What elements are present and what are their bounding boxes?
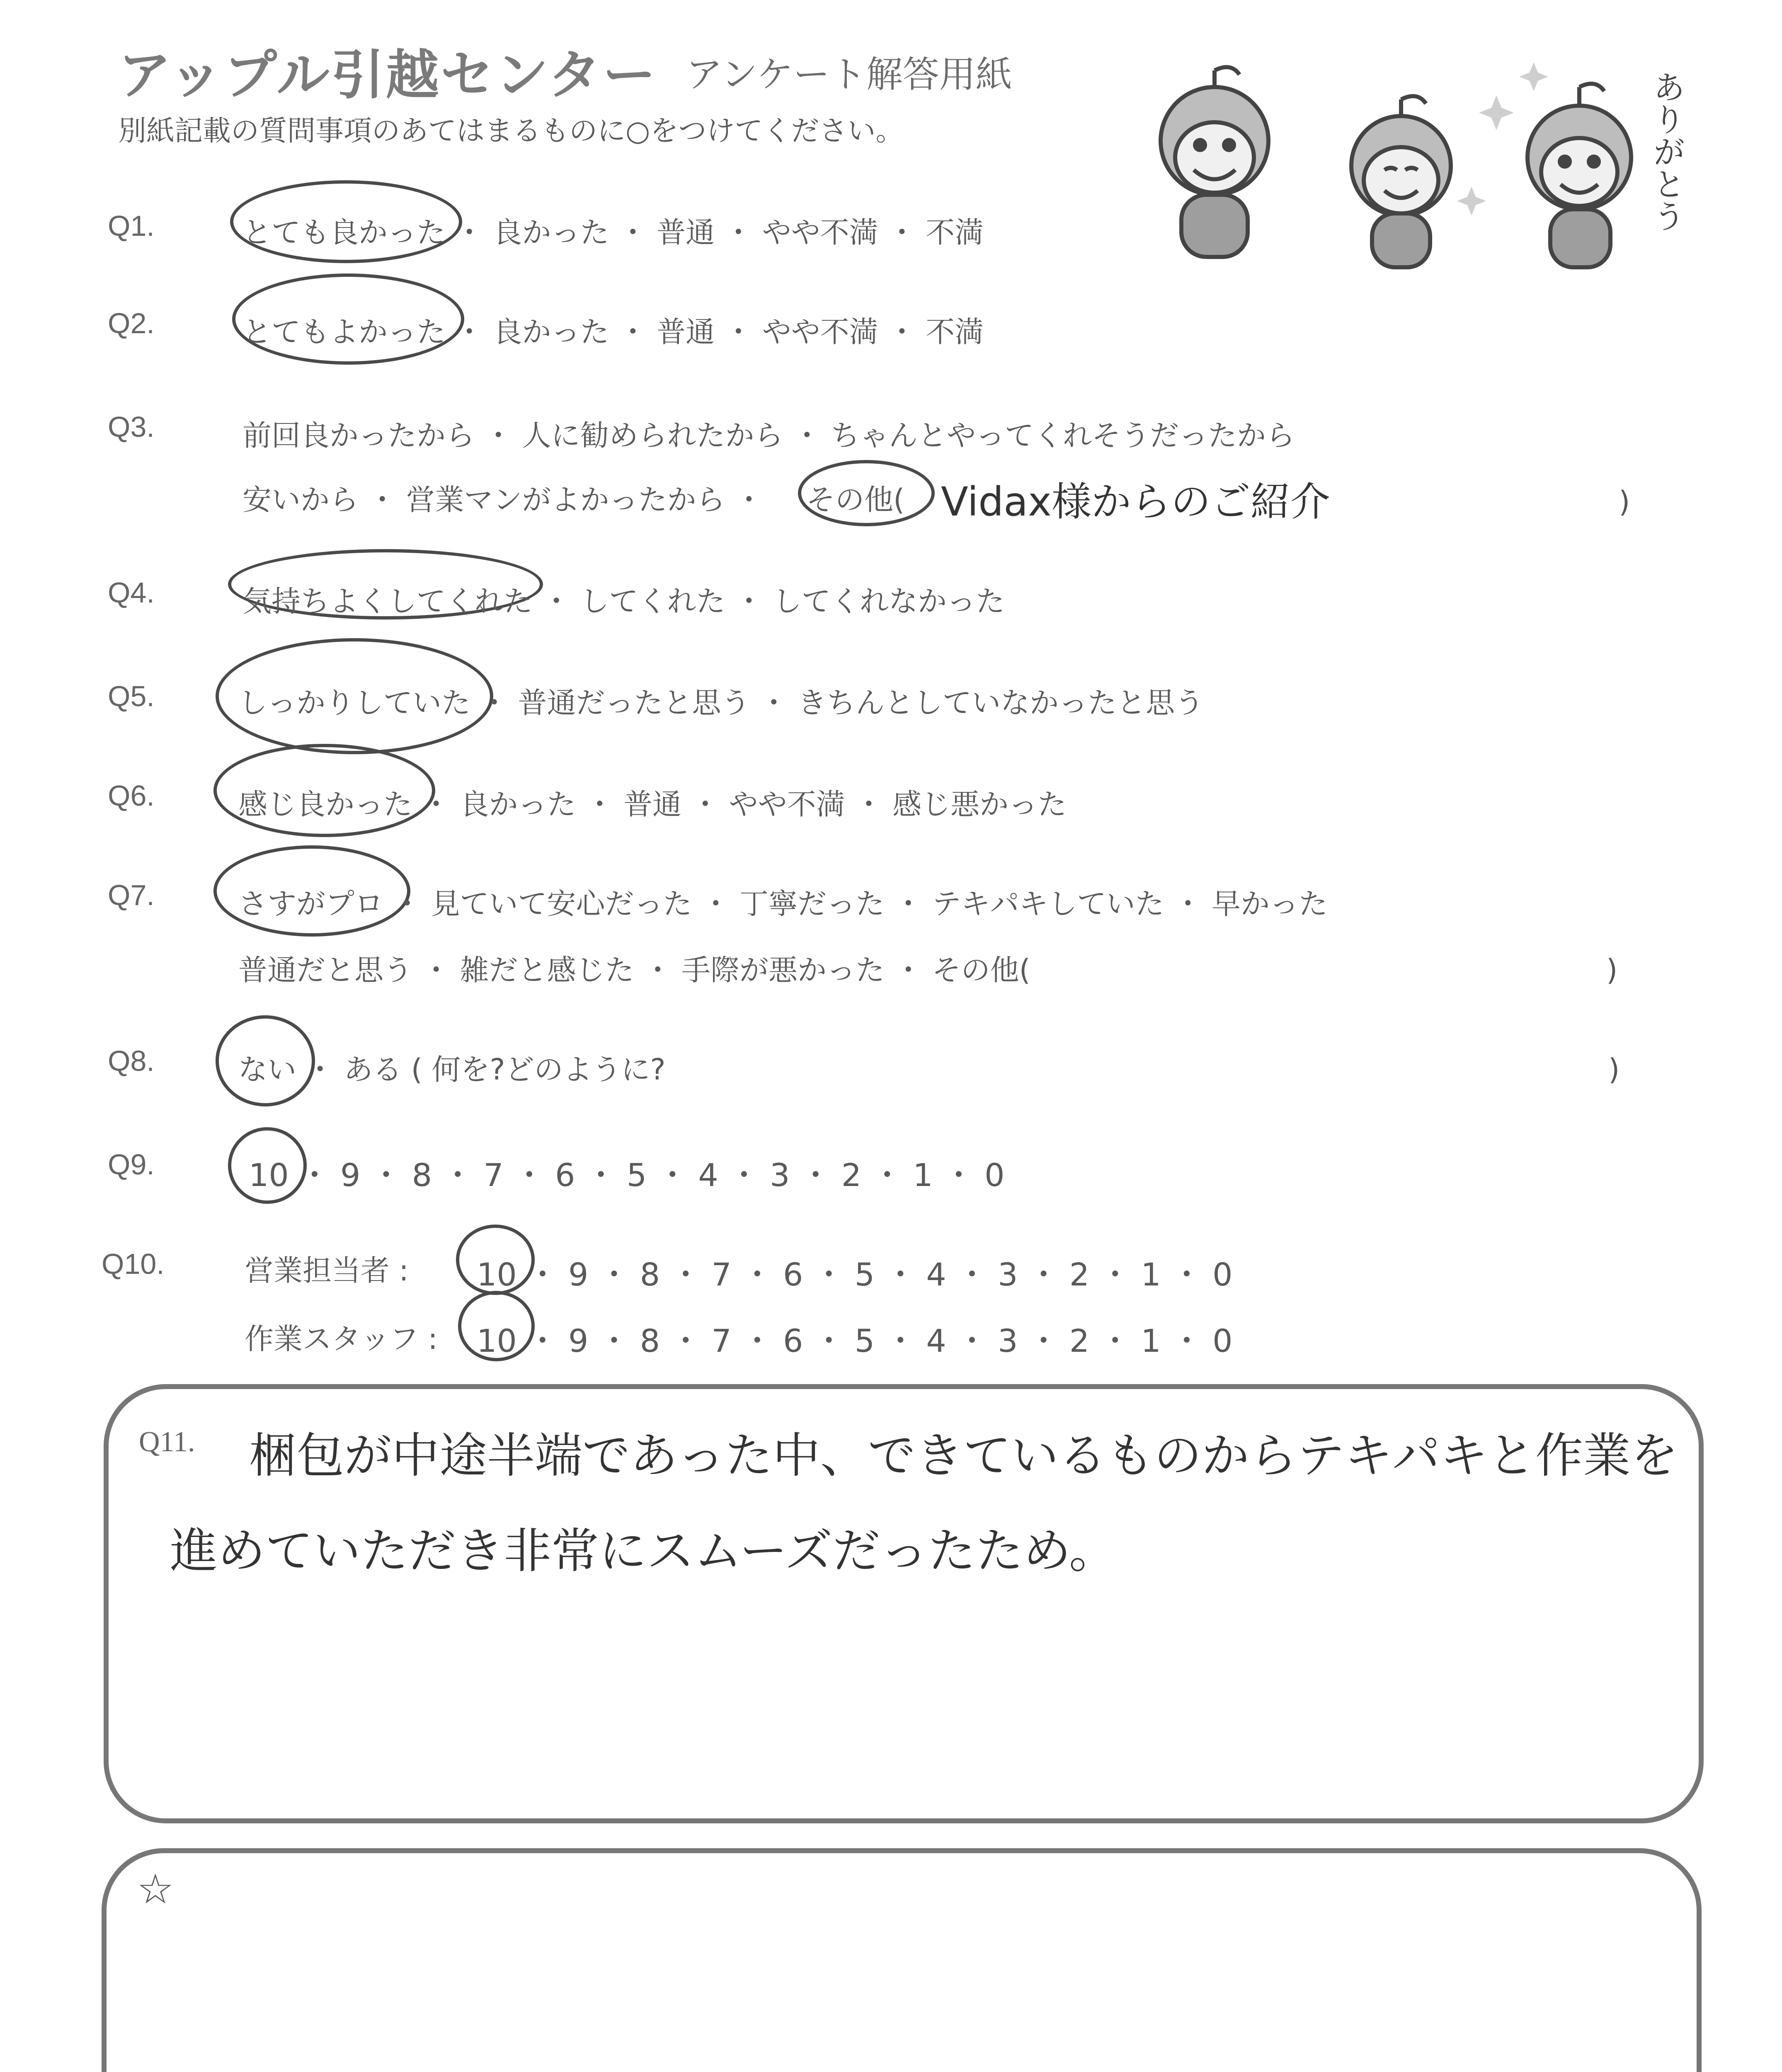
- q10-sales-score-options[interactable]: ・ 9 ・ 8 ・ 7 ・ 6 ・ 5 ・ 4 ・ 3 ・ 2 ・ 1 ・ 0: [526, 1256, 1233, 1293]
- q5-option-3[interactable]: きちんとしていなかったと思う: [798, 686, 1204, 720]
- q4-option-3[interactable]: してくれなかった: [773, 584, 1005, 618]
- q3-options-line2[interactable]: 安いから ・ 営業マンがよかったから ・: [242, 483, 764, 517]
- q5-label: Q5.: [108, 680, 155, 712]
- q7-selected-option[interactable]: さすがプロ: [238, 887, 383, 921]
- q2-option-5[interactable]: 不満: [926, 315, 984, 349]
- q7-options-line2[interactable]: 普通だと思う ・ 雑だと感じた ・ 手際が悪かった ・ その他(: [238, 953, 1030, 987]
- q4-label: Q4.: [108, 576, 155, 609]
- q2-option-4[interactable]: やや不満: [762, 315, 878, 349]
- q6-option-1[interactable]: 感じ良かった: [238, 787, 412, 821]
- q8-label: Q8.: [108, 1045, 155, 1077]
- separator: ・: [887, 215, 916, 249]
- q11-label: Q11.: [139, 1426, 195, 1458]
- q2-option-3[interactable]: 普通: [657, 315, 715, 349]
- q3-close-paren: ): [1619, 485, 1630, 519]
- separator: ・: [542, 584, 571, 618]
- q1-option-1[interactable]: とても良かった: [242, 215, 446, 249]
- separator: ・: [691, 787, 720, 821]
- q2-option-1[interactable]: とてもよかった: [242, 315, 446, 349]
- q10-label: Q10.: [102, 1248, 165, 1280]
- q5-option-1[interactable]: しっかりしていた: [238, 686, 470, 720]
- q11-handwritten-line1[interactable]: 梱包が中途半端であった中、できているものからテキパキと作業を: [249, 1428, 1678, 1484]
- separator: ・: [618, 315, 647, 349]
- q6-option-5[interactable]: 感じ悪かった: [892, 787, 1067, 821]
- q1-option-2[interactable]: 良かった: [493, 215, 609, 249]
- q1-label: Q1.: [108, 210, 155, 242]
- separator: ・: [724, 215, 753, 249]
- q8-selected-option[interactable]: ない: [238, 1053, 296, 1087]
- q1-option-3[interactable]: 普通: [657, 215, 715, 249]
- separator: ・: [422, 787, 451, 821]
- form-instructions: 別紙記載の質問事項のあてはまるものに○をつけてください。: [118, 115, 904, 148]
- separator: ・: [887, 315, 916, 349]
- q3-options-line1[interactable]: 前回良かったから ・ 人に勧められたから ・ ちゃんとやってくれそうだったから: [242, 419, 1295, 453]
- q9-label: Q9.: [108, 1148, 155, 1181]
- q3-handwritten-other[interactable]: Vidax様からのご紹介: [941, 479, 1330, 525]
- separator: ・: [759, 686, 788, 720]
- q11-handwritten-line2[interactable]: 進めていただき非常にスムーズだったため。: [170, 1523, 1117, 1579]
- q3-label: Q3.: [108, 411, 155, 443]
- separator: ・: [455, 315, 484, 349]
- q10-staff-score-options[interactable]: ・ 9 ・ 8 ・ 7 ・ 6 ・ 5 ・ 4 ・ 3 ・ 2 ・ 1 ・ 0: [526, 1322, 1233, 1359]
- mascot-text: ありがとう: [1648, 70, 1685, 232]
- q1-option-4[interactable]: やや不満: [762, 215, 878, 249]
- q8-close-paren: ): [1608, 1053, 1620, 1087]
- q5-option-2[interactable]: 普通だったと思う: [518, 686, 750, 720]
- q4-option-1[interactable]: 気持ちよくしてくれた: [242, 584, 533, 618]
- monkey-mascots-illustration: [1132, 46, 1712, 278]
- q6-label: Q6.: [108, 779, 155, 812]
- q9-selected-score[interactable]: 10: [249, 1157, 289, 1193]
- separator: ・: [455, 215, 484, 249]
- q7-options-line1[interactable]: ・ 見ていて安心だった ・ 丁寧だった ・ テキパキしていた ・ 早かった: [393, 887, 1328, 921]
- separator: ・: [618, 215, 647, 249]
- q10-staff-label: 作業スタッフ :: [245, 1322, 438, 1356]
- star-icon: ☆: [137, 1865, 174, 1913]
- q6-option-2[interactable]: 良かった: [460, 787, 576, 821]
- separator: ・: [480, 686, 509, 720]
- q10-staff-selected-score[interactable]: 10: [477, 1322, 517, 1359]
- separator: ・: [854, 787, 883, 821]
- q10-sales-label: 営業担当者 :: [245, 1254, 409, 1288]
- q1-option-5[interactable]: 不満: [926, 215, 984, 249]
- separator: ・: [585, 787, 614, 821]
- q7-close-paren: ): [1606, 953, 1618, 987]
- form-title: アップル引越センター: [118, 44, 657, 106]
- q9-score-options[interactable]: ・ 9 ・ 8 ・ 7 ・ 6 ・ 5 ・ 4 ・ 3 ・ 2 ・ 1 ・ 0: [298, 1157, 1005, 1193]
- free-comment-box[interactable]: [102, 1848, 1702, 2072]
- separator: ・: [724, 315, 753, 349]
- q6-option-4[interactable]: やや不満: [729, 787, 845, 821]
- separator: ・: [734, 584, 764, 618]
- q3-other-option[interactable]: その他(: [806, 483, 905, 517]
- q10-sales-selected-score[interactable]: 10: [477, 1256, 517, 1293]
- q7-label: Q7.: [108, 879, 155, 911]
- q2-option-2[interactable]: 良かった: [493, 315, 609, 349]
- q6-option-3[interactable]: 普通: [623, 787, 682, 821]
- q2-label: Q2.: [108, 307, 155, 339]
- q4-option-2[interactable]: してくれた: [580, 584, 725, 618]
- q8-options[interactable]: ・ ある ( 何を?どのように?: [305, 1053, 666, 1087]
- form-subtitle: アンケート解答用紙: [686, 53, 1012, 96]
